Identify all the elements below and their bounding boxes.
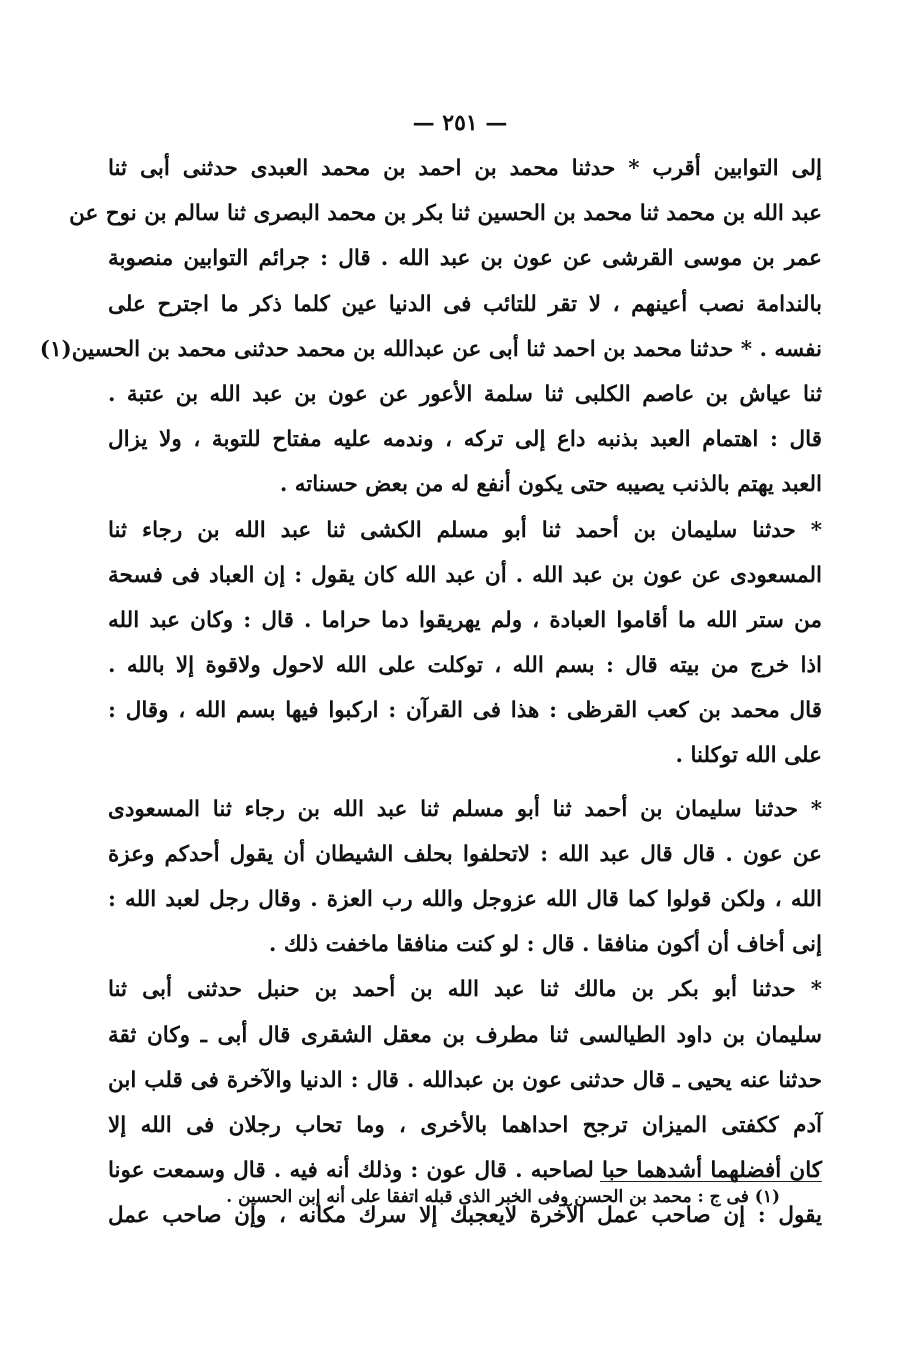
text-line-6: ثنا عياش بن عاصم الكلبى ثنا سلمة الأعور عن عون بن عبد الله بن عتبة . xyxy=(108,381,822,407)
main-text xyxy=(39,146,822,1239)
text-line-16: عن عون . قال قال عبد الله : لاتحلفوا بحلف الشيطان أن يقول أحدكم وعزة xyxy=(108,841,822,867)
text-line-3: عمر بن موسى القرشى عن عون بن عبد الله . قال : جرائم التوابين منصوبة xyxy=(108,246,822,272)
text-line-17: الله ، ولكن قولوا كما قال الله عزوجل والله رب العزة . وقال رجل لعبد الله : xyxy=(108,887,822,912)
text-line-1: إلى التوابين أقرب * حدثنا محمد بن احمد بن محمد العبدى حدثنى أبى ثنا xyxy=(108,156,822,181)
footnote: (١) فى ج : محمد بن الحسن وفى الخبر الذى قبله اتفقا على أنه إبن الحسين . xyxy=(226,1187,780,1207)
text-line-23: كان أفضلهما أشدهما حبا لصاحبه . قال عون : وذلك أنه فيه . قال وسمعت عونا xyxy=(108,1158,822,1184)
text-line-8: العبد يهتم بالذنب يصيبه حتى يكون أنفع له من بعض حسناته . xyxy=(279,472,822,498)
text-line-21: حدثنا عنه يحيى ـ قال حدثنى عون بن عبدالله . قال : الدنيا والآخرة فى قلب ابن xyxy=(108,1067,822,1093)
text-line-19: * حدثنا أبو بكر بن مالك ثنا عبد الله بن أحمد بن حنبل حدثنى أبى ثنا xyxy=(108,977,822,1003)
text-line-15: * حدثنا سليمان بن أحمد ثنا أبو مسلم ثنا عبد الله بن رجاء ثنا المسعودى xyxy=(108,796,822,822)
text-line-7: قال : اهتمام العبد بذنبه داع إلى تركه ، وندمه عليه مفتاح للتوبة ، ولا يزال xyxy=(108,427,822,453)
text-line-10: المسعودى عن عون بن عبد الله . أن عبد الله كان يقول : إن العباد فى فسحة xyxy=(108,562,822,588)
text-line-24: يقول : إن صاحب عمل الآخرة لايعجبك إلا سرك مكانه ، وإن صاحب عمل xyxy=(108,1203,822,1229)
text-line-13: قال محمد بن كعب القرظى : هذا فى القرآن : اركبوا فيها بسم الله ، وقال : xyxy=(108,698,822,724)
text-line-5: نفسه . * حدثنا محمد بن احمد ثنا أبى عن عبدالله بن محمد حدثنى محمد بن الحسين(١) xyxy=(39,336,822,362)
text-line-11: من ستر الله ما أقاموا العبادة ، ولم يهريقوا دما حراما . قال : وكان عبد الله xyxy=(108,607,822,633)
text-line-9: * حدثنا سليمان بن أحمد ثنا أبو مسلم الكشى ثنا عبد الله بن رجاء ثنا xyxy=(108,517,822,543)
text-line-18: إنى أخاف أن أكون منافقا . قال : لو كنت منافقا ماخفت ذلك . xyxy=(268,932,822,958)
page-number: — ٢٥١ — xyxy=(412,110,508,136)
text-line-12: اذا خرج من بيته قال : بسم الله ، توكلت على الله لاحول ولاقوة إلا بالله . xyxy=(108,653,822,679)
text-line-4: بالندامة نصب أعينهم ، لا تقر للتائب فى الدنيا عين كلما ذكر ما اجترح على xyxy=(108,291,822,317)
text-line-22: آدم ككفتى الميزان ترجح احداهما بالأخرى ، وما تحاب رجلان فى الله إلا xyxy=(108,1112,822,1138)
text-line-14: على الله توكلنا . xyxy=(675,743,822,769)
text-line-2: عبد الله بن محمد ثنا محمد بن الحسين ثنا بكر بن محمد البصرى ثنا سالم بن نوح عن xyxy=(69,201,822,227)
text-line-20: سليمان بن داود الطيالسى ثنا مطرف بن معقل الشقرى قال أبى ـ وكان ثقة xyxy=(108,1022,822,1048)
